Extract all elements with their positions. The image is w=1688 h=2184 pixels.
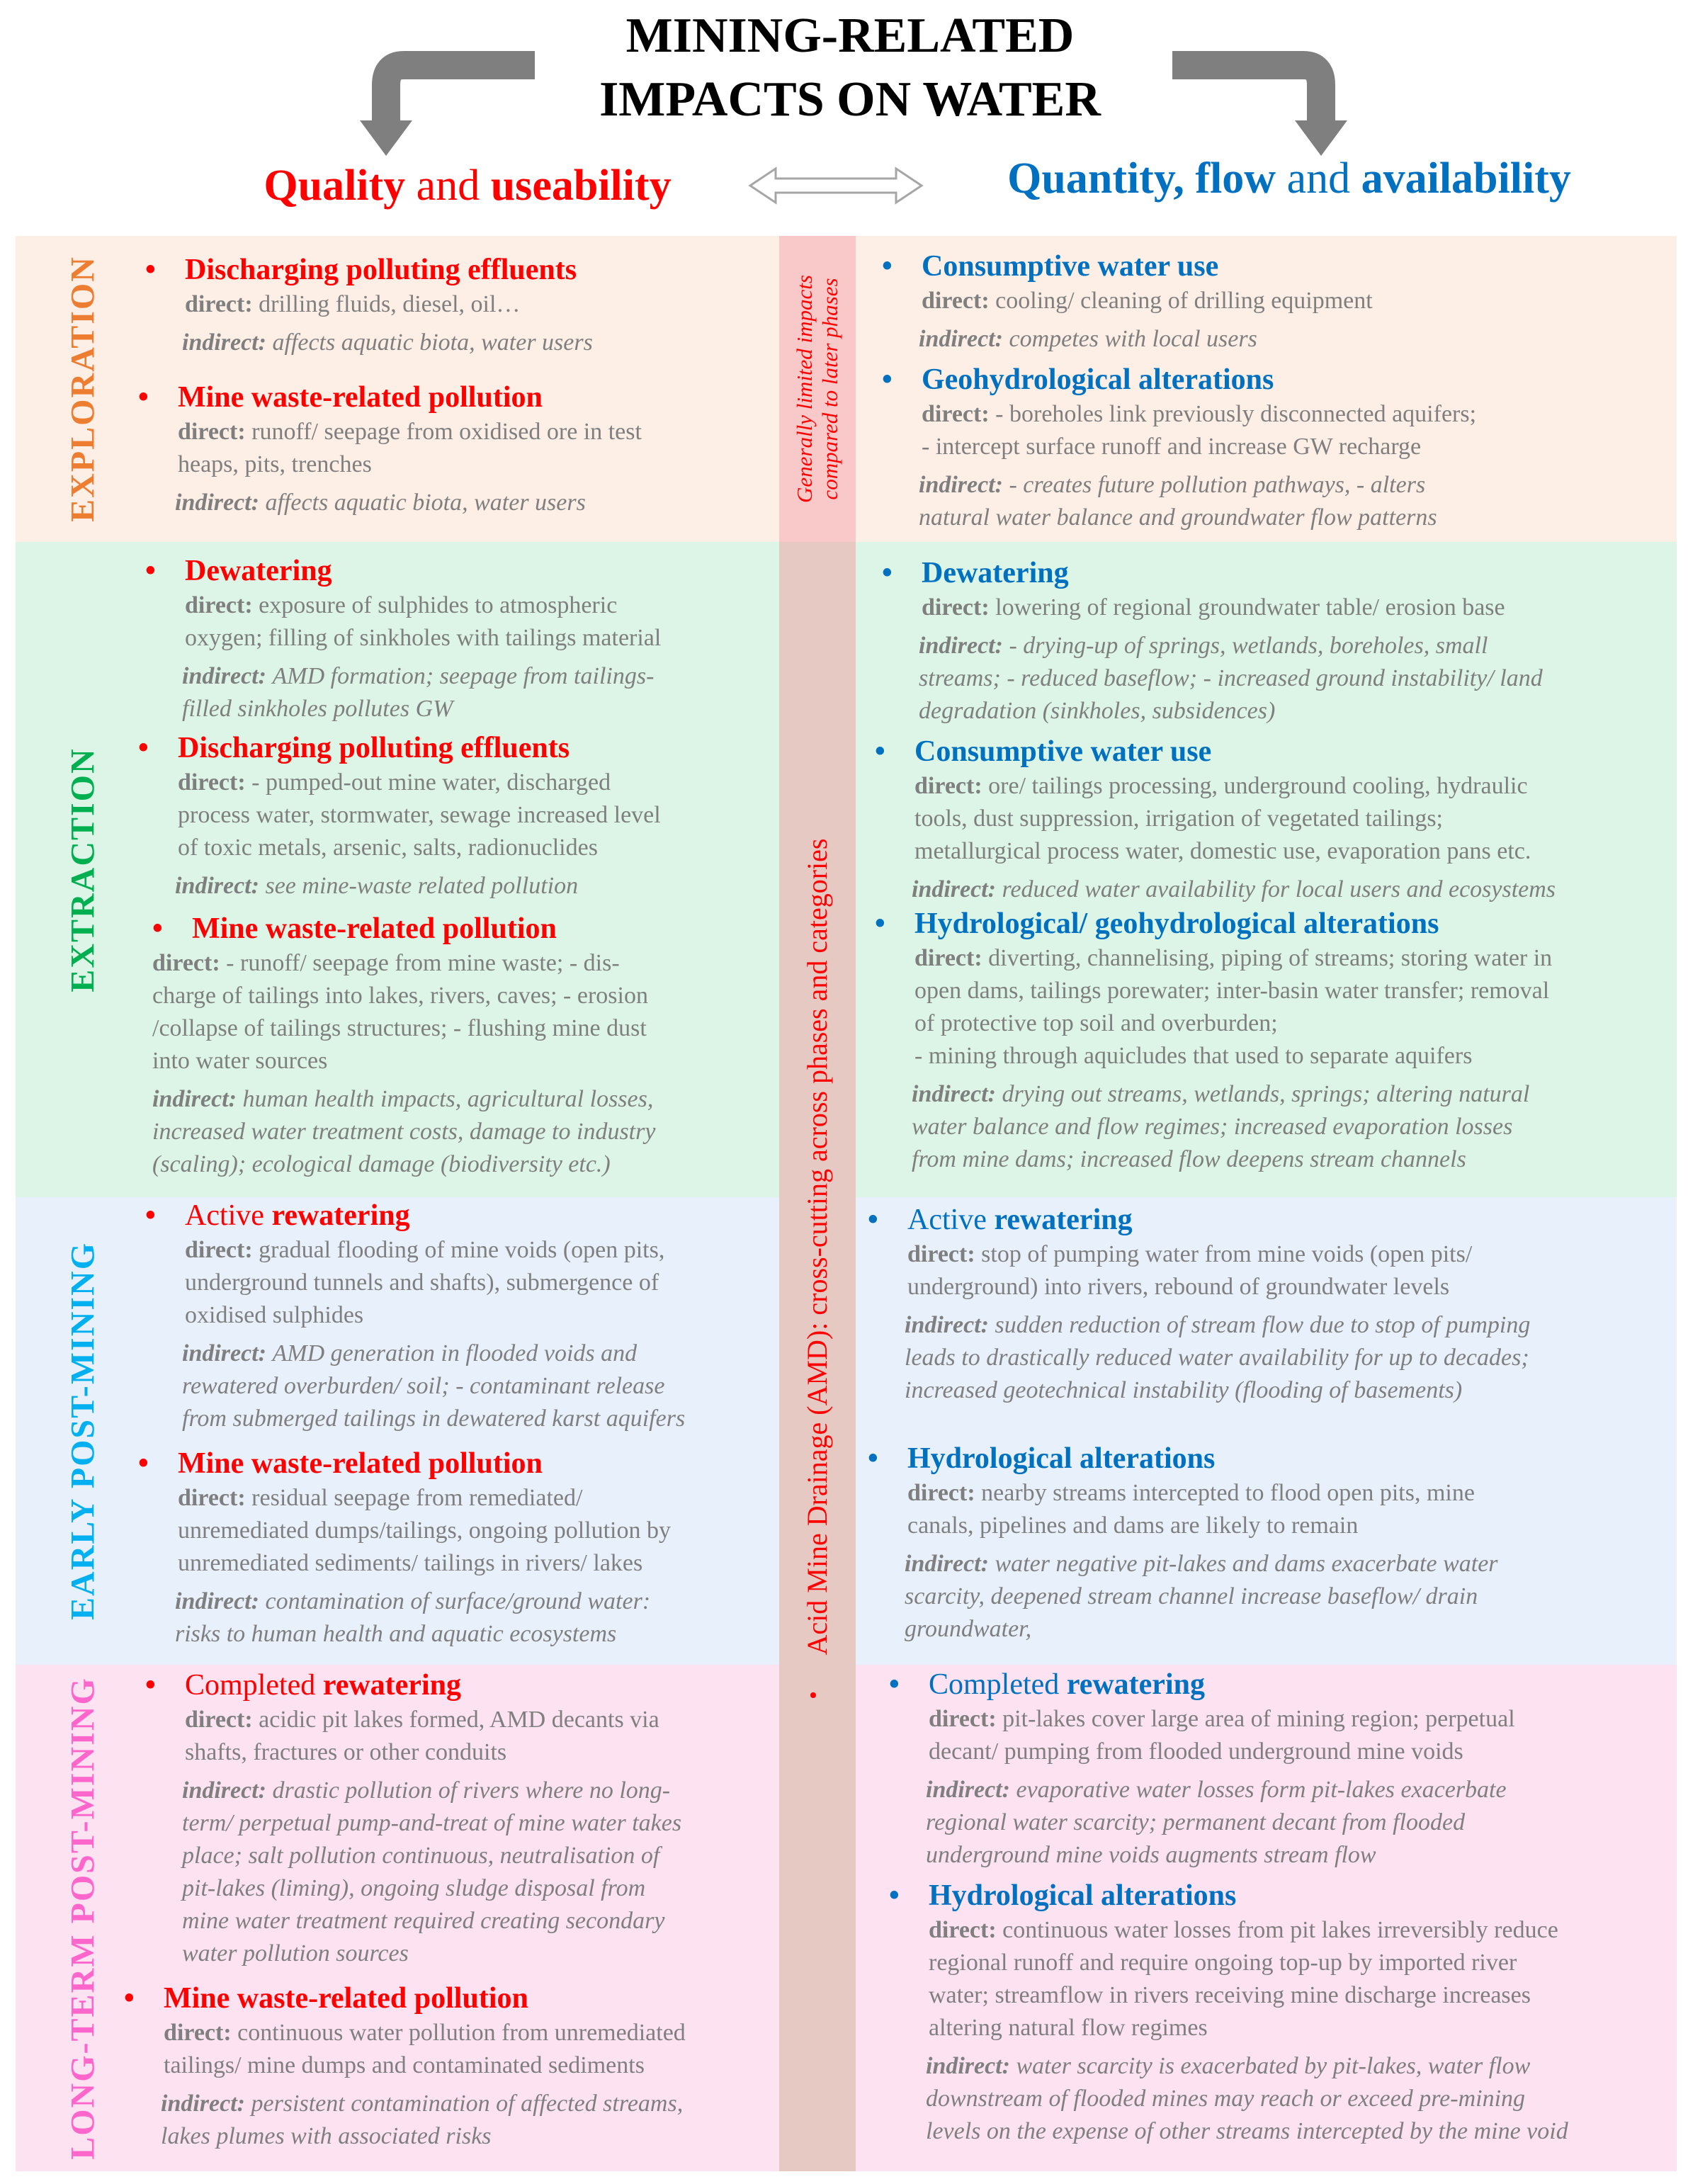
direct-text: underground) into rivers, rebound of groundwater levels xyxy=(907,1274,1450,1300)
exploration-note-text: Generally limited impacts compared to later phases xyxy=(792,275,842,503)
entry-title-prefix: Active xyxy=(907,1204,995,1236)
availability-word: availability xyxy=(1361,154,1571,203)
entry-title-text: Consumptive water use xyxy=(922,250,1219,283)
direct-text: unremediated dumps/tailings, ongoing pollution by xyxy=(178,1517,671,1544)
entry-title xyxy=(889,1877,1672,1914)
bullet-icon: • xyxy=(868,1442,878,1475)
direct-label: direct: xyxy=(185,1707,259,1733)
long-right-entry-2 xyxy=(889,1877,1672,2148)
direct-impact xyxy=(138,416,772,481)
exploration-right-entry-2 xyxy=(882,361,1672,534)
direct-text: continuous water losses from pit lakes irreversibly reduce xyxy=(1002,1917,1558,1943)
indirect-impact xyxy=(889,2050,1672,2148)
direct-text: continuous water pollution from unremediated xyxy=(237,2020,686,2046)
indirect-text: reduced water availability for local users and ecosystems xyxy=(1002,876,1556,903)
direct-impact xyxy=(145,1234,772,1332)
indirect-impact xyxy=(882,323,1672,356)
direct-text: residual seepage from remediated/ xyxy=(251,1485,583,1511)
extraction-right-entry-3 xyxy=(875,905,1672,1176)
direct-text: unremediated sediments/ tailings in rivers/ lakes xyxy=(178,1550,643,1576)
indirect-text: (scaling); ecological damage (biodiversity etc.) xyxy=(152,1151,611,1177)
indirect-impact xyxy=(124,2088,772,2153)
bullet-icon: • xyxy=(152,912,163,945)
indirect-impact xyxy=(145,1337,772,1435)
direct-impact xyxy=(889,1914,1672,2044)
indirect-impact xyxy=(875,1078,1672,1176)
indirect-text: sudden reduction of stream flow due to stop of pumping xyxy=(995,1312,1531,1338)
amd-note-text: Acid Mine Drainage (AMD): cross-cutting across phases and categories xyxy=(801,838,833,1656)
indirect-label: indirect: xyxy=(175,490,266,516)
direct-text: canals, pipelines and dams are likely to remain xyxy=(907,1512,1359,1539)
indirect-text: increased geotechnical instability (flooding of basements) xyxy=(905,1377,1463,1403)
entry-title-keyword: rewatering xyxy=(1066,1668,1205,1701)
indirect-text: water pollution sources xyxy=(182,1940,409,1967)
indirect-text: rewatered overburden/ soil; - contaminant release xyxy=(182,1373,665,1399)
indirect-text: groundwater, xyxy=(905,1616,1032,1642)
indirect-impact xyxy=(875,873,1672,906)
direct-text: regional runoff and require ongoing top-up by imported river xyxy=(929,1950,1517,1976)
direct-label: direct: xyxy=(152,950,227,976)
indirect-label: indirect: xyxy=(182,1340,273,1367)
direct-text: heaps, pits, trenches xyxy=(178,451,372,477)
entry-title xyxy=(875,905,1672,942)
entry-title xyxy=(145,1197,772,1234)
direct-text: tailings/ mine dumps and contaminated sediments xyxy=(164,2052,645,2078)
indirect-text: filled sinkholes pollutes GW xyxy=(182,696,453,722)
entry-title xyxy=(138,379,772,416)
indirect-impact xyxy=(152,1083,772,1181)
direct-text: nearby streams intercepted to flood open pits, mine xyxy=(981,1480,1475,1506)
direct-text: process water, stormwater, sewage increased level xyxy=(178,802,661,828)
indirect-text: regional water scarcity; permanent decant from flooded xyxy=(926,1809,1466,1835)
direct-text: oxygen; filling of sinkholes with tailings material xyxy=(185,625,662,651)
direct-label: direct: xyxy=(178,769,252,796)
entry-title xyxy=(145,553,772,589)
exploration-left-entry-2 xyxy=(138,379,772,519)
indirect-impact xyxy=(882,469,1672,534)
extraction-phase-label xyxy=(16,542,150,1197)
bullet-icon: • xyxy=(889,1879,900,1912)
indirect-label: indirect: xyxy=(175,873,266,899)
extraction-right-entry-2 xyxy=(875,733,1672,906)
entry-title xyxy=(868,1201,1672,1238)
direct-label: direct: xyxy=(914,773,989,799)
bullet-icon: • xyxy=(138,732,149,764)
early-post-mining-phase-label xyxy=(16,1197,150,1665)
indirect-text: mine water treatment required creating secondary xyxy=(182,1908,665,1934)
quantity-word: Quantity, xyxy=(1007,154,1184,203)
entry-title-text: Dewatering xyxy=(185,555,332,587)
indirect-text: scarcity, deepened stream channel increase baseflow/ drain xyxy=(905,1583,1478,1609)
quantity-heading xyxy=(942,150,1636,207)
bullet-icon: • xyxy=(145,254,156,286)
direct-text: - boreholes link previously disconnected aquifers; xyxy=(995,401,1477,427)
indirect-label: indirect: xyxy=(905,1551,995,1577)
direct-text: - intercept surface runoff and increase GW recharge xyxy=(922,434,1422,460)
long-left-entry-2 xyxy=(124,1980,772,2153)
exploration-left-entry-1 xyxy=(145,251,772,359)
entry-title xyxy=(882,555,1672,592)
indirect-label: indirect: xyxy=(182,663,273,689)
exploration-label-text: EXPLORATION xyxy=(64,256,102,522)
indirect-text: contamination of surface/ground water: xyxy=(265,1588,651,1614)
indirect-label: indirect: xyxy=(912,876,1002,903)
bullet-icon: • xyxy=(882,250,893,283)
entry-title-prefix: Completed xyxy=(185,1669,323,1702)
indirect-impact xyxy=(145,327,772,359)
extraction-right-entry-1 xyxy=(882,555,1672,728)
direct-text: stop of pumping water from mine voids (open pits/ xyxy=(981,1241,1473,1267)
direct-impact xyxy=(145,589,772,655)
indirect-text: AMD generation in flooded voids and xyxy=(272,1340,638,1367)
indirect-label: indirect: xyxy=(152,1086,243,1112)
bullet-icon: • xyxy=(124,1982,135,2015)
indirect-impact xyxy=(138,487,772,519)
direct-impact xyxy=(882,285,1672,317)
direct-text: cooling/ cleaning of drilling equipment xyxy=(995,288,1373,314)
entry-title-text: Mine waste-related pollution xyxy=(178,1447,543,1480)
direct-text: charge of tailings into lakes, rivers, caves; - erosion xyxy=(152,983,648,1009)
direct-label: direct: xyxy=(178,1485,252,1511)
indirect-label: indirect: xyxy=(919,633,1009,659)
indirect-impact xyxy=(868,1309,1672,1407)
indirect-text: leads to drastically reduced water availability for up to decades; xyxy=(905,1345,1529,1371)
entry-title-text: Hydrological alterations xyxy=(907,1442,1216,1475)
indirect-label: indirect: xyxy=(926,2053,1016,2079)
indirect-label: indirect: xyxy=(919,472,1009,498)
direct-label: direct: xyxy=(185,592,259,618)
indirect-text: lakes plumes with associated risks xyxy=(161,2123,492,2149)
entry-title xyxy=(124,1980,772,2017)
bullet-icon: • xyxy=(138,381,149,414)
quality-word: Quality xyxy=(264,162,406,210)
direct-impact xyxy=(138,1482,772,1580)
indirect-text: drying out streams, wetlands, springs; altering natural xyxy=(1002,1081,1530,1107)
indirect-text: see mine-waste related pollution xyxy=(265,873,579,899)
entry-title-keyword: rewatering xyxy=(322,1669,461,1702)
title-line-1: MINING-RELATED xyxy=(625,9,1075,63)
direct-label: direct: xyxy=(922,288,996,314)
direct-text: underground tunnels and shafts), submergence of xyxy=(185,1269,659,1296)
indirect-impact xyxy=(138,870,772,903)
indirect-text: place; salt pollution continuous, neutralisation of xyxy=(182,1843,660,1869)
direct-text: of protective top soil and overburden; xyxy=(914,1010,1278,1036)
entry-title-text: Hydrological alterations xyxy=(929,1879,1237,1912)
direct-text: exposure of sulphides to atmospheric xyxy=(259,592,618,618)
direct-impact xyxy=(868,1238,1672,1303)
indirect-text: downstream of flooded mines may reach or exceed pre-mining xyxy=(926,2086,1526,2112)
double-arrow-icon xyxy=(747,164,924,207)
entry-title xyxy=(138,730,772,766)
exploration-note xyxy=(792,247,843,531)
extraction-left-entry-1 xyxy=(145,553,772,725)
entry-title-prefix: Active xyxy=(185,1199,272,1232)
direct-impact xyxy=(889,1703,1672,1768)
direct-text: acidic pit lakes formed, AMD decants via xyxy=(259,1707,659,1733)
direct-label: direct: xyxy=(907,1241,982,1267)
amd-bullet: • xyxy=(809,1682,817,1709)
indirect-label: indirect: xyxy=(919,326,1009,352)
entry-title xyxy=(875,733,1672,770)
direct-text: gradual flooding of mine voids (open pits, xyxy=(259,1237,665,1263)
direct-text: altering natural flow regimes xyxy=(929,2015,1208,2041)
bullet-icon: • xyxy=(875,735,885,768)
indirect-text: increased water treatment costs, damage to industry xyxy=(152,1119,656,1145)
entry-title-text: Consumptive water use xyxy=(914,735,1212,768)
flow-word: flow xyxy=(1195,154,1276,203)
indirect-impact xyxy=(138,1585,772,1651)
direct-impact xyxy=(875,942,1672,1073)
direct-text: water; streamflow in rivers receiving mine discharge increases xyxy=(929,1982,1531,2008)
diagram-title xyxy=(482,4,1218,132)
indirect-impact xyxy=(882,630,1672,728)
indirect-text: affects aquatic biota, water users xyxy=(265,490,586,516)
entry-title xyxy=(868,1440,1672,1477)
title-line-2: IMPACTS ON WATER xyxy=(599,72,1101,127)
indirect-text: natural water balance and groundwater flow patterns xyxy=(919,504,1437,531)
early-left-entry-2 xyxy=(138,1445,772,1651)
useability-word: useability xyxy=(490,162,672,210)
direct-label: direct: xyxy=(907,1480,982,1506)
direct-label: direct: xyxy=(914,945,989,971)
direct-text: ore/ tailings processing, underground cooling, hydraulic xyxy=(988,773,1528,799)
extraction-left-entry-3 xyxy=(152,910,772,1181)
direct-label: direct: xyxy=(185,1237,259,1263)
early-right-entry-1 xyxy=(868,1201,1672,1407)
long-left-entry-1 xyxy=(145,1667,772,1970)
indirect-text: - drying-up of springs, wetlands, boreholes, small xyxy=(1009,633,1488,659)
and-word-right: and xyxy=(1276,154,1361,203)
direct-text: of toxic metals, arsenic, salts, radionuclides xyxy=(178,834,598,861)
bullet-icon: • xyxy=(889,1668,900,1701)
direct-text: lowering of regional groundwater table/ erosion base xyxy=(995,594,1505,621)
entry-title-text: Hydrological/ geohydrological alterations xyxy=(914,907,1439,940)
direct-text: open dams, tailings porewater; inter-basin water transfer; removal xyxy=(914,978,1550,1004)
entry-title-text: Mine waste-related pollution xyxy=(192,912,557,945)
entry-title xyxy=(882,361,1672,398)
entry-title-text: Mine waste-related pollution xyxy=(164,1982,528,2015)
indirect-text: water scarcity is exacerbated by pit-lakes, water flow xyxy=(1016,2053,1531,2079)
indirect-text: persistent contamination of affected streams, xyxy=(251,2090,684,2117)
entry-title xyxy=(882,248,1672,285)
amd-note xyxy=(801,839,834,1656)
direct-text: diverting, channelising, piping of streams; storing water in xyxy=(988,945,1553,971)
indirect-text: water negative pit-lakes and dams exacerbate water xyxy=(995,1551,1498,1577)
direct-text: metallurgical process water, domestic use, evaporation pans etc. xyxy=(914,838,1531,864)
extraction-left-entry-2 xyxy=(138,730,772,903)
exploration-right-entry-1 xyxy=(882,248,1672,356)
entry-title-text: Discharging polluting effluents xyxy=(185,254,577,286)
indirect-text: water balance and flow regimes; increased evaporation losses xyxy=(912,1114,1513,1140)
early-label-text: EARLY POST-MINING xyxy=(64,1241,102,1621)
indirect-text: degradation (sinkholes, subsidences) xyxy=(919,698,1276,724)
direct-text: - mining through aquicludes that used to separate aquifers xyxy=(914,1043,1473,1069)
direct-text: into water sources xyxy=(152,1048,328,1074)
direct-label: direct: xyxy=(922,594,996,621)
direct-text: /collapse of tailings structures; - flushing mine dust xyxy=(152,1015,647,1041)
entry-title-prefix: Completed xyxy=(929,1668,1067,1701)
indirect-text: levels on the expense of other streams intercepted by the mine void xyxy=(926,2118,1568,2144)
indirect-impact xyxy=(868,1548,1672,1646)
direct-label: direct: xyxy=(929,1706,1003,1732)
entry-title xyxy=(145,1667,772,1704)
indirect-label: indirect: xyxy=(175,1588,266,1614)
left-curved-arrow-icon xyxy=(354,50,553,163)
entry-title-keyword: rewatering xyxy=(994,1204,1133,1236)
indirect-impact xyxy=(889,1774,1672,1872)
direct-impact xyxy=(124,2017,772,2082)
bullet-icon: • xyxy=(882,363,893,396)
direct-text: - pumped-out mine water, discharged xyxy=(251,769,611,796)
indirect-impact xyxy=(145,660,772,725)
indirect-text: term/ perpetual pump-and-treat of mine water takes xyxy=(182,1810,682,1836)
direct-label: direct: xyxy=(178,419,252,445)
indirect-impact xyxy=(145,1775,772,1970)
entry-title-text: Dewatering xyxy=(922,557,1069,589)
direct-impact xyxy=(145,1704,772,1769)
indirect-text: evaporative water losses form pit-lakes exacerbate xyxy=(1016,1777,1507,1803)
indirect-text: AMD formation; seepage from tailings- xyxy=(272,663,655,689)
indirect-text: pit-lakes (liming), ongoing sludge disposal from xyxy=(182,1875,646,1901)
direct-text: pit-lakes cover large area of mining region; perpetual xyxy=(1002,1706,1515,1732)
direct-impact xyxy=(152,947,772,1077)
direct-text: tools, dust suppression, irrigation of vegetated tailings; xyxy=(914,805,1444,832)
entry-title xyxy=(145,251,772,288)
and-word: and xyxy=(405,162,491,210)
long-right-entry-1 xyxy=(889,1666,1672,1872)
direct-impact xyxy=(875,770,1672,868)
indirect-label: indirect: xyxy=(926,1777,1016,1803)
bullet-icon: • xyxy=(138,1447,149,1480)
direct-label: direct: xyxy=(922,401,996,427)
indirect-text: risks to human health and aquatic ecosystems xyxy=(175,1621,617,1647)
bullet-icon: • xyxy=(875,907,885,940)
indirect-label: indirect: xyxy=(161,2090,251,2117)
bullet-icon: • xyxy=(145,1669,156,1702)
exploration-phase-label xyxy=(16,236,150,542)
direct-text: oxidised sulphides xyxy=(185,1302,364,1328)
direct-impact xyxy=(868,1477,1672,1542)
entry-title-text: Discharging polluting effluents xyxy=(178,732,570,764)
entry-title xyxy=(138,1445,772,1482)
indirect-text: affects aquatic biota, water users xyxy=(272,329,593,356)
long-label-text: LONG-TERM POST-MINING xyxy=(64,1676,102,2160)
entry-title-keyword: rewatering xyxy=(271,1199,410,1232)
bullet-icon: • xyxy=(882,557,893,589)
direct-label: direct: xyxy=(185,291,259,317)
entry-title-text: Mine waste-related pollution xyxy=(178,381,543,414)
indirect-text: drastic pollution of rivers where no long- xyxy=(272,1777,671,1804)
direct-impact xyxy=(882,398,1672,463)
entry-title xyxy=(152,910,772,947)
direct-impact xyxy=(138,766,772,864)
indirect-text: underground mine voids augments stream flow xyxy=(926,1842,1376,1868)
indirect-text: streams; - reduced baseflow; - increased ground instability/ land xyxy=(919,665,1543,691)
indirect-label: indirect: xyxy=(912,1081,1002,1107)
entry-title-text: Geohydrological alterations xyxy=(922,363,1274,396)
direct-label: direct: xyxy=(929,1917,1003,1943)
direct-text: drilling fluids, diesel, oil… xyxy=(259,291,521,317)
direct-text: decant/ pumping from flooded underground mine voids xyxy=(929,1738,1463,1765)
direct-impact xyxy=(882,592,1672,624)
extraction-label-text: EXTRACTION xyxy=(64,747,102,992)
direct-label: direct: xyxy=(164,2020,238,2046)
direct-text: runoff/ seepage from oxidised ore in test xyxy=(251,419,642,445)
bullet-icon: • xyxy=(868,1204,878,1236)
indirect-label: indirect: xyxy=(182,329,273,356)
bullet-icon: • xyxy=(145,555,156,587)
early-right-entry-2 xyxy=(868,1440,1672,1646)
bullet-icon: • xyxy=(145,1199,156,1232)
early-left-entry-1 xyxy=(145,1197,772,1435)
quality-heading xyxy=(213,157,723,214)
direct-text: - runoff/ seepage from mine waste; - dis- xyxy=(226,950,620,976)
entry-title xyxy=(889,1666,1672,1703)
right-curved-arrow-icon xyxy=(1155,50,1353,163)
indirect-label: indirect: xyxy=(182,1777,273,1804)
direct-text: shafts, fractures or other conduits xyxy=(185,1739,507,1765)
indirect-text: from submerged tailings in dewatered karst aquifers xyxy=(182,1405,686,1432)
indirect-text: from mine dams; increased flow deepens stream channels xyxy=(912,1146,1466,1172)
indirect-text: human health impacts, agricultural losses, xyxy=(242,1086,654,1112)
indirect-label: indirect: xyxy=(905,1312,995,1338)
indirect-text: competes with local users xyxy=(1009,326,1257,352)
direct-impact xyxy=(145,288,772,321)
indirect-text: - creates future pollution pathways, - alters xyxy=(1009,472,1426,498)
